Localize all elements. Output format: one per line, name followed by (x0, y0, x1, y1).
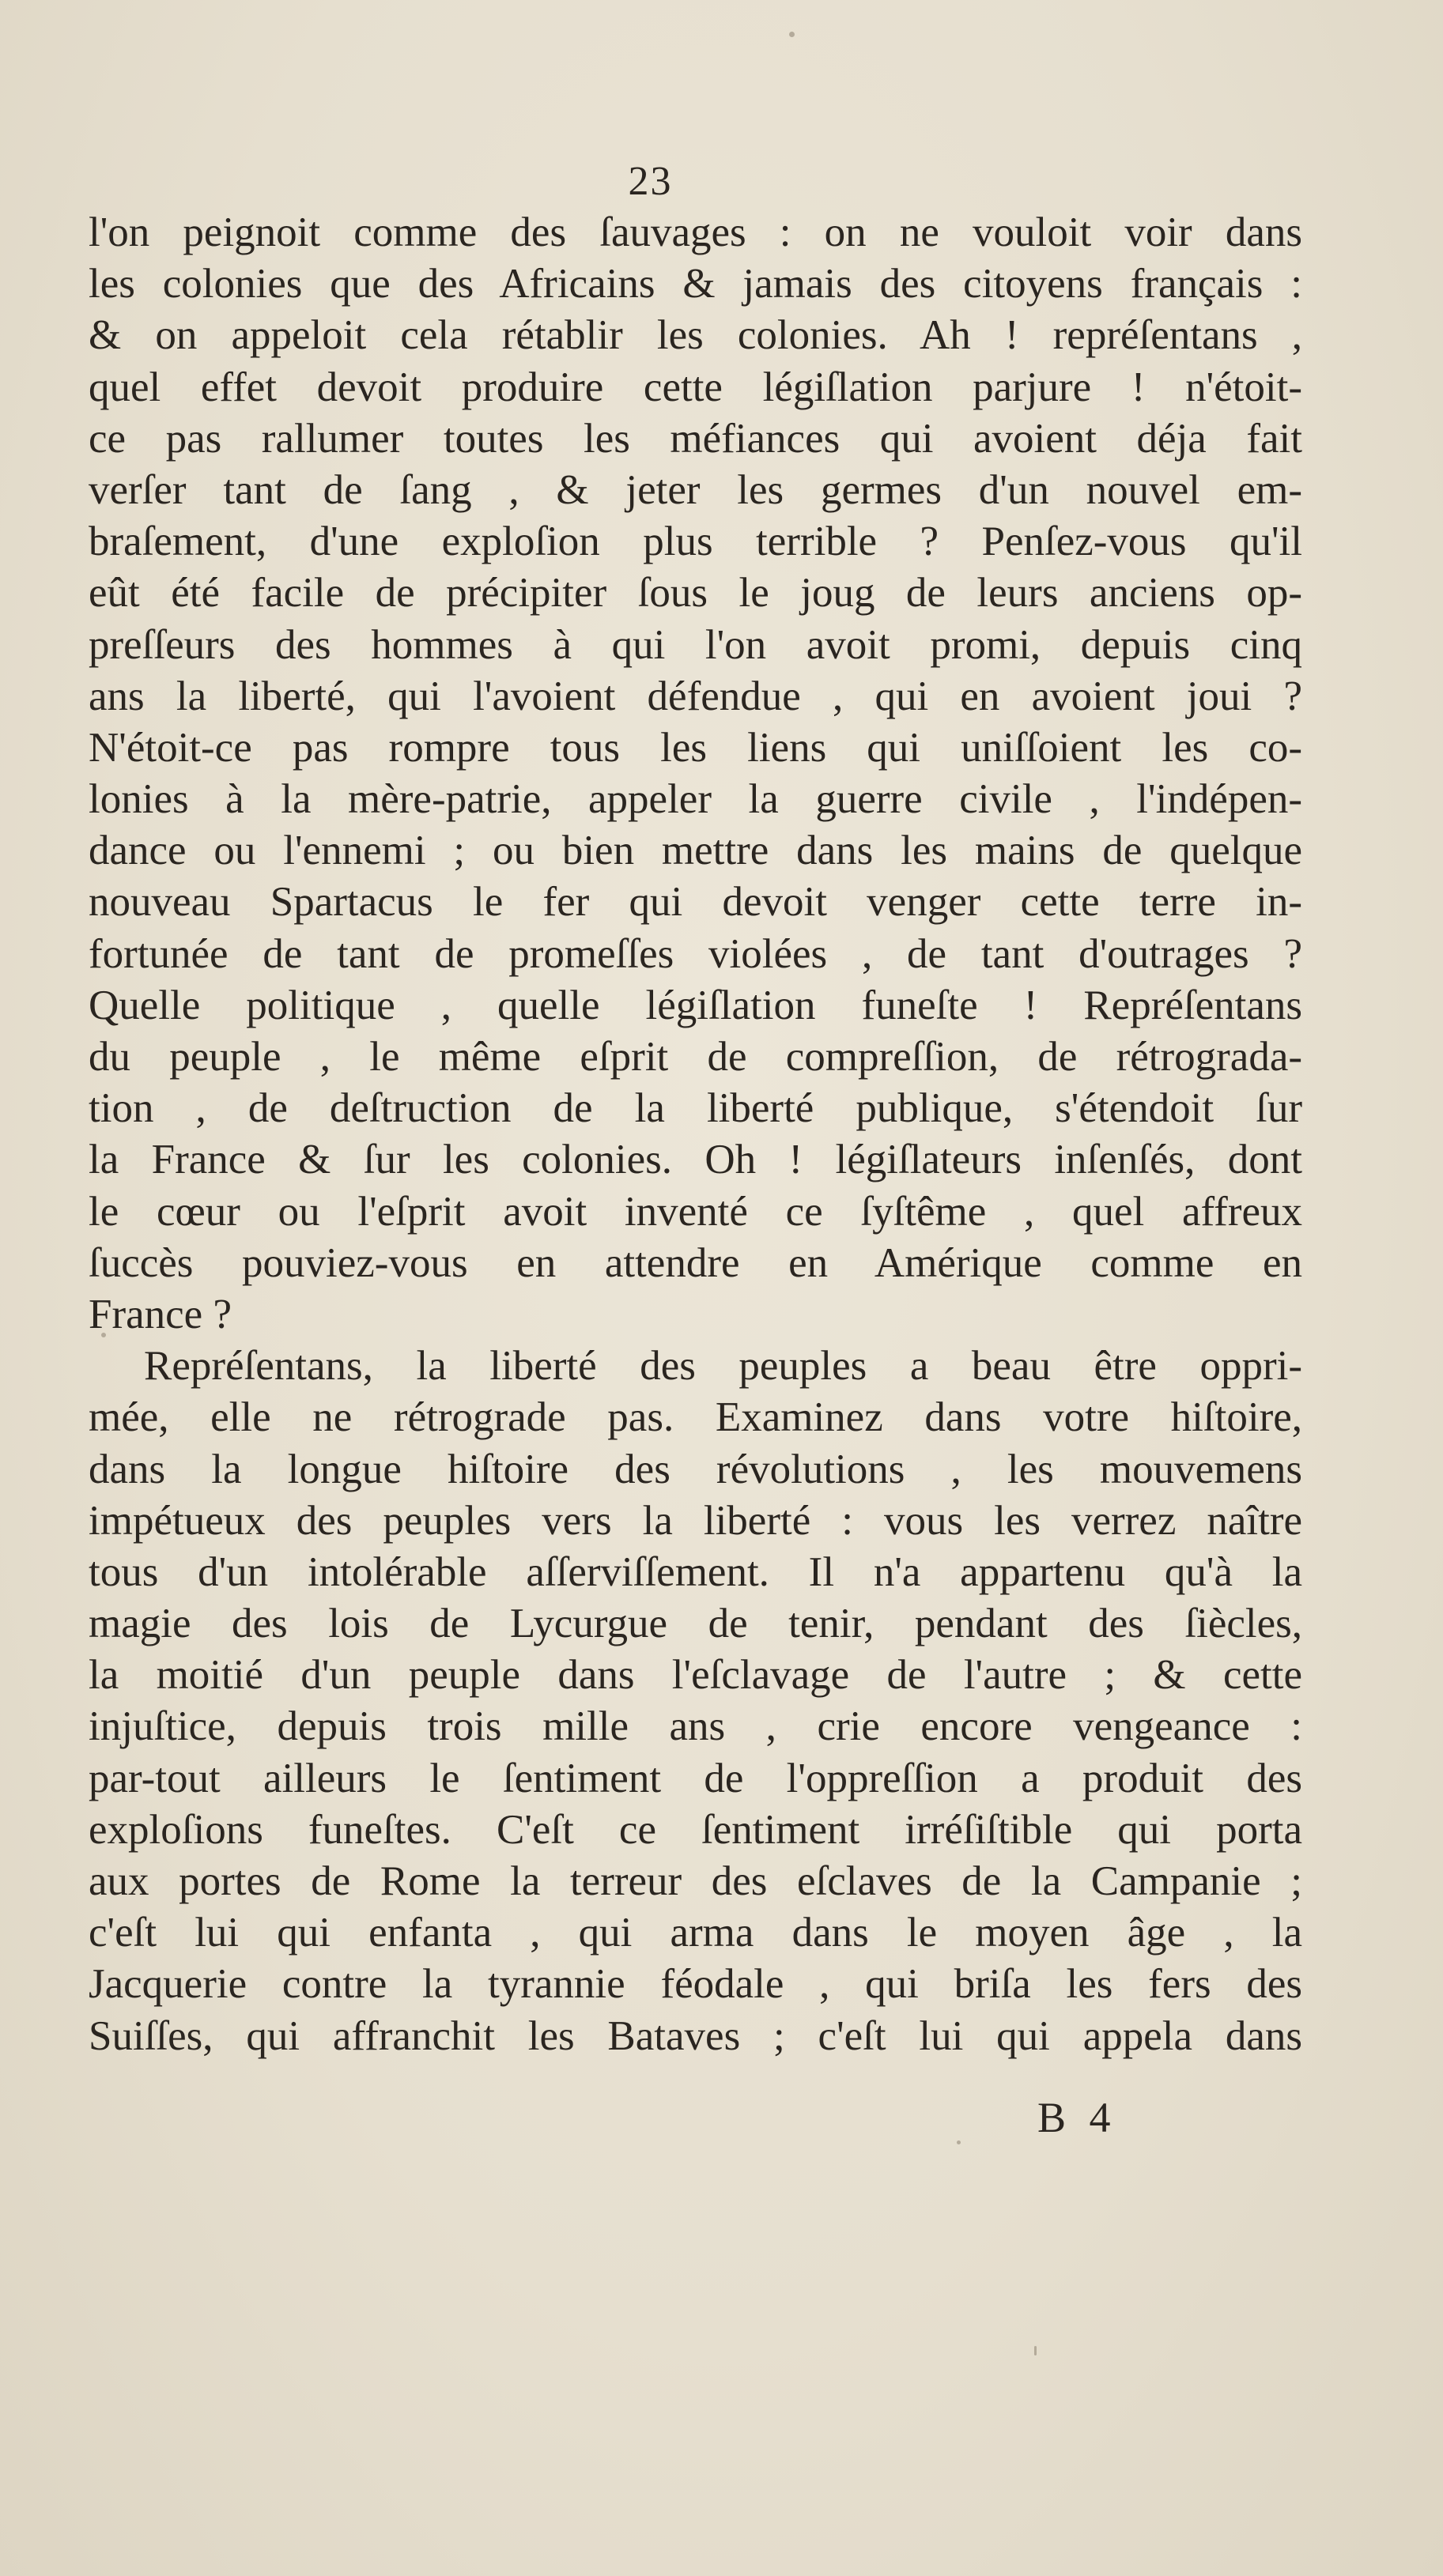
paragraph-start-line: Repréſentans, la liberté des peuples a beau être oppri- (144, 1343, 1302, 1390)
text-line: ans la liberté, qui l'avoient défendue , qui en avoient joui ? (89, 673, 1302, 719)
text-line: magie des lois de Lycurgue de tenir, pendant des ſiècles, (89, 1601, 1302, 1647)
paper-speck (1034, 2346, 1037, 2355)
text-line: du peuple , le même eſprit de compreſſion, de rétrograda- (89, 1034, 1302, 1080)
text-line: tous d'un intolérable aſſerviſſement. Il n'a appartenu qu'à la (89, 1548, 1302, 1595)
text-line: verſer tant de ſang , & jeter les germes d'un nouvel em- (89, 466, 1302, 513)
page-number: 23 (628, 159, 673, 204)
text-line: injuſtice, depuis trois mille ans , crie encore vengeance : (89, 1703, 1302, 1750)
text-line: braſement, d'une exploſion plus terrible ? Penſez-vous qu'il (89, 519, 1302, 565)
text-line: dans la longue hiſtoire des révolutions , les mouvemens (89, 1446, 1302, 1492)
paper-speck (957, 2140, 961, 2144)
text-line: mée, elle ne rétrograde pas. Examinez dans votre hiſtoire, (89, 1394, 1302, 1441)
text-line: exploſions funeſtes. C'eſt ce ſentiment irréſiſtible qui porta (89, 1806, 1302, 1853)
text-line: dance ou l'ennemi ; ou bien mettre dans les mains de quelque (89, 828, 1302, 874)
text-line: eût été facile de précipiter ſous le joug de leurs anciens op- (89, 570, 1302, 617)
text-line: le cœur ou l'eſprit avoit inventé ce ſyſtême , quel affreux (89, 1188, 1302, 1235)
text-line: Suiſſes, qui affranchit les Bataves ; c'eſt lui qui appela dans (89, 2012, 1302, 2059)
text-line: quel effet devoit produire cette légiſlation parjure ! n'étoit- (89, 364, 1302, 410)
text-line: l'on peignoit comme des ſauvages : on ne vouloit voir dans (89, 209, 1302, 255)
text-line: c'eſt lui qui enfanta , qui arma dans le moyen âge , la (89, 1910, 1302, 1956)
text-line: Quelle politique , quelle légiſlation funeſte ! Repréſentans (89, 982, 1302, 1028)
text-line: Jacquerie contre la tyrannie féodale , qui briſa les fers des (89, 1961, 1302, 2008)
text-line: & on appeloit cela rétablir les colonies. Ah ! repréſentans , (89, 312, 1302, 359)
text-line: par-tout ailleurs le ſentiment de l'oppreſſion a produit des (89, 1755, 1302, 1801)
text-line: nouveau Spartacus le fer qui devoit venger cette terre in- (89, 879, 1302, 926)
text-line: tion , de deſtruction de la liberté publique, s'étendoit ſur (89, 1085, 1302, 1132)
text-line: impétueux des peuples vers la liberté : vous les verrez naître (89, 1497, 1302, 1544)
text-line: aux portes de Rome la terreur des eſclaves de la Campanie ; (89, 1858, 1302, 1904)
text-line: lonies à la mère-patrie, appeler la guerre civile , l'indépen- (89, 776, 1302, 823)
paragraph-end-line: France ? (89, 1291, 232, 1337)
printer-signature: B 4 (1037, 2094, 1117, 2141)
paper-speck (789, 32, 795, 37)
text-line: la moitié d'un peuple dans l'eſclavage de l'autre ; & cette (89, 1652, 1302, 1699)
text-line: N'étoit-ce pas rompre tous les liens qui uniſſoient les co- (89, 724, 1302, 771)
text-line: la France & ſur les colonies. Oh ! légiſlateurs inſenſés, dont (89, 1137, 1302, 1183)
text-line: fortunée de tant de promeſſes violées , de tant d'outrages ? (89, 930, 1302, 977)
text-line: ce pas rallumer toutes les méfiances qui avoient déja fait (89, 415, 1302, 462)
text-line: preſſeurs des hommes à qui l'on avoit promi, depuis cinq (89, 621, 1302, 668)
text-line: ſuccès pouviez-vous en attendre en Amérique comme en (89, 1239, 1302, 1286)
text-line: les colonies que des Africains & jamais des citoyens français : (89, 261, 1302, 307)
body-text (89, 207, 1302, 2062)
